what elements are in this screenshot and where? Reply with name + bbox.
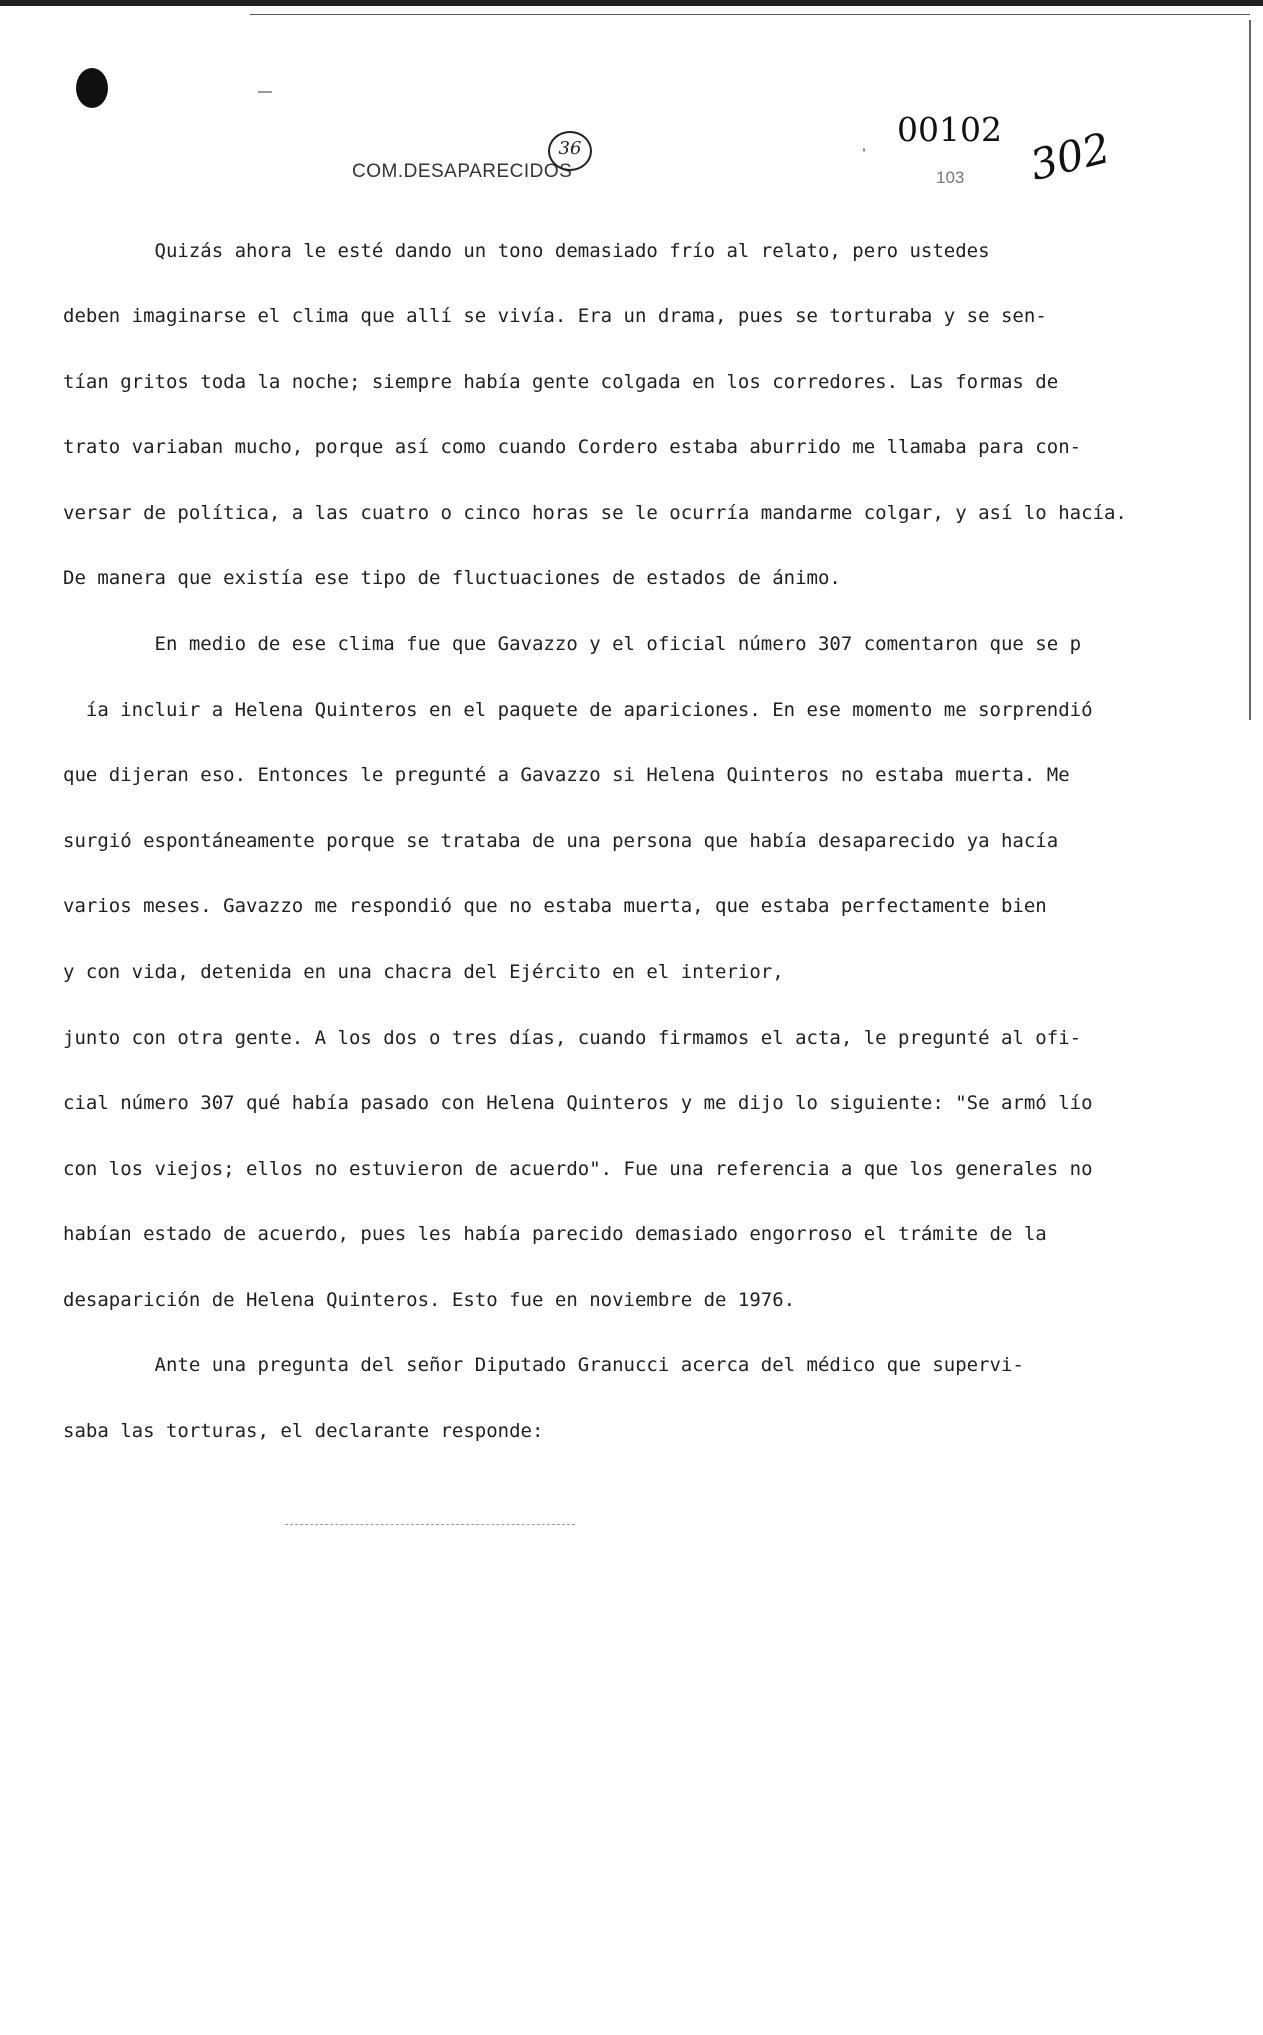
doc-number-tick: , (862, 137, 866, 153)
document-number: 00102 (897, 110, 1002, 149)
top-border-rule (0, 0, 1263, 6)
body-line: y con vida, detenida en una chacra del Ejército en el interior, (63, 961, 784, 983)
body-line: Quizás ahora le esté dando un tono demasiado frío al relato, pero ustedes (63, 240, 990, 262)
margin-mark (258, 91, 272, 93)
body-line: De manera que existía ese tipo de fluctuaciones de estados de ánimo. (63, 567, 841, 589)
body-line: deben imaginarse el clima que allí se vivía. Era un drama, pues se torturaba y se sen- (63, 305, 1047, 327)
body-line: surgió espontáneamente porque se trataba de una persona que había desaparecido ya hacía (63, 830, 1059, 852)
body-line: que dijeran eso. Entonces le pregunté a Gavazzo si Helena Quinteros no estaba muerta. Me (63, 764, 1070, 786)
body-line: con los viejos; ellos no estuvieron de acuerdo". Fue una referencia a que los generales no (63, 1158, 1093, 1180)
body-line: habían estado de acuerdo, pues les había parecido demasiado engorroso el trámite de la (63, 1223, 1047, 1245)
handwritten-folio-number: 302 (1025, 123, 1115, 190)
body-line: junto con otra gente. A los dos o tres días, cuando firmamos el acta, le pregunté al ofi- (63, 1027, 1082, 1049)
top-thin-rule (250, 14, 1250, 15)
body-line: varios meses. Gavazzo me respondió que no estaba muerta, que estaba perfectamente bien (63, 895, 1047, 917)
committee-label: COM.DESAPARECIDOS (352, 161, 573, 182)
body-line: saba las torturas, el declarante responde: (63, 1420, 544, 1442)
footer-dashed-rule (285, 1524, 575, 1525)
body-line: desaparición de Helena Quinteros. Esto fue en noviembre de 1976. (63, 1289, 796, 1311)
stamp-number: 36 (558, 138, 582, 159)
punch-hole (76, 68, 108, 108)
body-line: versar de política, a las cuatro o cinco horas se le ocurría mandarme colgar, y así lo hacía. (63, 502, 1127, 524)
body-line: cial número 307 qué había pasado con Helena Quinteros y me dijo lo siguiente: "Se armó lío (63, 1092, 1093, 1114)
body-line: En medio de ese clima fue que Gavazzo y el oficial número 307 comentaron que se p (63, 633, 1082, 655)
body-line: Ante una pregunta del señor Diputado Granucci acerca del médico que supervi- (63, 1354, 1024, 1376)
body-line: trato variaban mucho, porque así como cuando Cordero estaba aburrido me llamaba para con- (63, 436, 1082, 458)
body-line: tían gritos toda la noche; siempre había gente colgada en los corredores. Las formas de (63, 371, 1059, 393)
body-line: ía incluir a Helena Quinteros en el paquete de apariciones. En ese momento me sorprendió (63, 699, 1093, 721)
page-edge-line (1249, 20, 1251, 720)
page-number: 103 (936, 168, 965, 187)
